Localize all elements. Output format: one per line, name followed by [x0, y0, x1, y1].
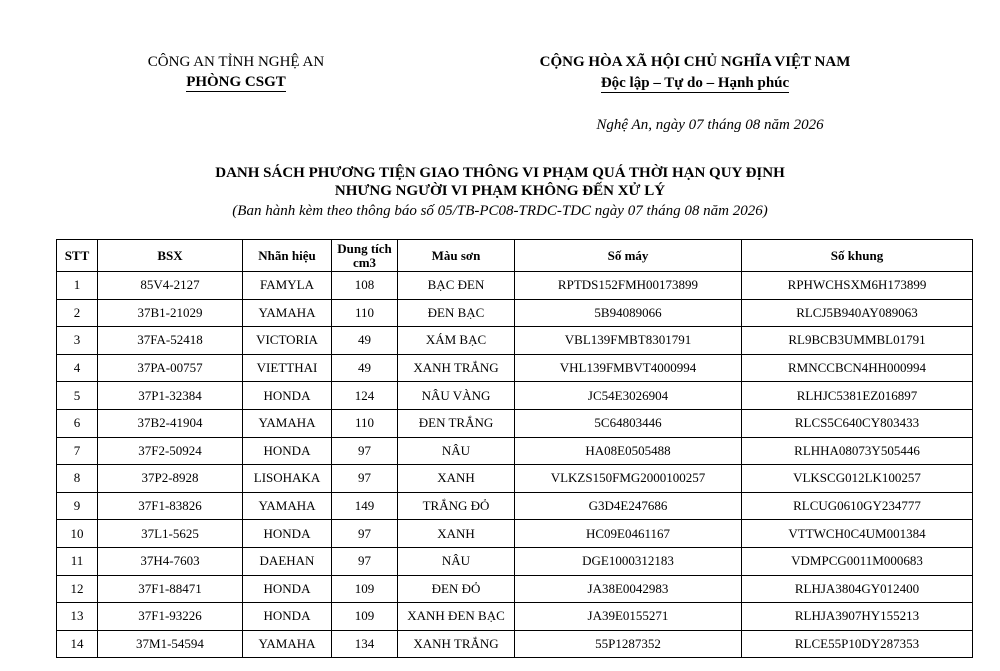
col-color-cell: XANH TRẮNG: [398, 354, 515, 382]
col-engine-number-cell: DGE1000312183: [515, 547, 742, 575]
col-stt-cell: 3: [57, 327, 98, 355]
col-chassis-number-header: Số khung: [742, 240, 973, 272]
col-brand-cell: YAMAHA: [243, 299, 332, 327]
col-engine-capacity-header: Dung tích cm3: [332, 240, 398, 272]
col-engine-capacity-cell: 97: [332, 465, 398, 493]
col-chassis-number-cell: RLHHA08073Y505446: [742, 437, 973, 465]
table-row: [57, 630, 973, 658]
col-color-cell: XÁM BẠC: [398, 327, 515, 355]
table-row: [57, 354, 973, 382]
col-chassis-number-cell: RPHWCHSXM6H173899: [742, 272, 973, 300]
col-engine-number-header: Số máy: [515, 240, 742, 272]
col-plate-cell: 37F1-93226: [98, 603, 243, 631]
col-brand-header: Nhãn hiệu: [243, 240, 332, 272]
col-stt-cell: 11: [57, 547, 98, 575]
col-engine-number-cell: JA38E0042983: [515, 575, 742, 603]
col-engine-number-cell: 55P1287352: [515, 630, 742, 658]
col-engine-number-cell: VLKZS150FMG2000100257: [515, 465, 742, 493]
col-plate-cell: 37H4-7603: [98, 547, 243, 575]
col-chassis-number-cell: RLCUG0610GY234777: [742, 492, 973, 520]
col-brand-cell: HONDA: [243, 603, 332, 631]
table-row: [57, 520, 973, 548]
col-engine-number-cell: VBL139FMBT8301791: [515, 327, 742, 355]
col-engine-capacity-cell: 97: [332, 437, 398, 465]
col-plate-cell: 85V4-2127: [98, 272, 243, 300]
col-color-cell: ĐEN BẠC: [398, 299, 515, 327]
col-stt-header: STT: [57, 240, 98, 272]
col-engine-capacity-cell: 134: [332, 630, 398, 658]
col-plate-header: BSX: [98, 240, 243, 272]
title-line-1: DANH SÁCH PHƯƠNG TIỆN GIAO THÔNG VI PHẠM QUÁ THỜI HẠN QUY ĐỊNH: [215, 165, 785, 181]
national-motto: [505, 52, 885, 94]
col-stt-cell: 7: [57, 437, 98, 465]
col-plate-cell: 37B2-41904: [98, 409, 243, 437]
col-chassis-number-cell: RLCJ5B940AY089063: [742, 299, 973, 327]
agency-parent: CÔNG AN TỈNH NGHỆ AN: [147, 54, 325, 70]
col-color-cell: XANH: [398, 520, 515, 548]
col-plate-cell: 37PA-00757: [98, 354, 243, 382]
col-stt-cell: 12: [57, 575, 98, 603]
table-body: [57, 272, 973, 658]
col-brand-cell: FAMYLA: [243, 272, 332, 300]
col-engine-capacity-cell: 110: [332, 409, 398, 437]
title-line-2: NHƯNG NGƯỜI VI PHẠM KHÔNG ĐẾN XỬ LÝ: [334, 183, 666, 199]
col-brand-cell: HONDA: [243, 437, 332, 465]
col-color-cell: BẠC ĐEN: [398, 272, 515, 300]
col-engine-number-cell: 5C64803446: [515, 409, 742, 437]
col-chassis-number-cell: RL9BCB3UMMBL01791: [742, 327, 973, 355]
table-row: [57, 575, 973, 603]
col-stt-cell: 9: [57, 492, 98, 520]
table-row: [57, 437, 973, 465]
col-engine-capacity-cell: 109: [332, 603, 398, 631]
col-engine-capacity-cell: 97: [332, 520, 398, 548]
col-engine-capacity-cell: 149: [332, 492, 398, 520]
col-stt-cell: 10: [57, 520, 98, 548]
col-brand-cell: HONDA: [243, 575, 332, 603]
violation-vehicle-table: [56, 239, 973, 658]
col-chassis-number-cell: RMNCCBCN4HH000994: [742, 354, 973, 382]
agency-department: PHÒNG CSGT: [186, 74, 286, 90]
col-chassis-number-cell: VTTWCH0C4UM001384: [742, 520, 973, 548]
col-plate-cell: 37FA-52418: [98, 327, 243, 355]
col-brand-cell: LISOHAKA: [243, 465, 332, 493]
col-engine-number-cell: G3D4E247686: [515, 492, 742, 520]
table-header-row: [57, 240, 973, 272]
col-engine-capacity-cell: 124: [332, 382, 398, 410]
table-row: [57, 272, 973, 300]
col-chassis-number-cell: RLCS5C640CY803433: [742, 409, 973, 437]
col-color-cell: NÂU: [398, 547, 515, 575]
col-brand-cell: VIETTHAI: [243, 354, 332, 382]
col-stt-cell: 5: [57, 382, 98, 410]
col-color-cell: XANH TRẮNG: [398, 630, 515, 658]
col-chassis-number-cell: RLHJA3907HY155213: [742, 603, 973, 631]
col-brand-cell: YAMAHA: [243, 630, 332, 658]
col-color-cell: NÂU: [398, 437, 515, 465]
col-color-cell: ĐEN TRẮNG: [398, 409, 515, 437]
col-plate-cell: 37F2-50924: [98, 437, 243, 465]
col-color-cell: XANH ĐEN BẠC: [398, 603, 515, 631]
motto: Độc lập – Tự do – Hạnh phúc: [600, 75, 790, 91]
col-plate-cell: 37F1-88471: [98, 575, 243, 603]
col-chassis-number-cell: RLHJA3804GY012400: [742, 575, 973, 603]
table-row: [57, 327, 973, 355]
table-row: [57, 603, 973, 631]
col-plate-cell: 37M1-54594: [98, 630, 243, 658]
country-name: CỘNG HÒA XÃ HỘI CHỦ NGHĨA VIỆT NAM: [539, 54, 851, 70]
col-plate-cell: 37B1-21029: [98, 299, 243, 327]
col-engine-capacity-cell: 110: [332, 299, 398, 327]
col-stt-cell: 1: [57, 272, 98, 300]
col-chassis-number-cell: RLHJC5381EZ016897: [742, 382, 973, 410]
col-brand-cell: YAMAHA: [243, 409, 332, 437]
col-brand-cell: YAMAHA: [243, 492, 332, 520]
col-engine-number-cell: 5B94089066: [515, 299, 742, 327]
col-plate-cell: 37P2-8928: [98, 465, 243, 493]
col-color-cell: XANH: [398, 465, 515, 493]
col-engine-capacity-cell: 97: [332, 547, 398, 575]
col-engine-capacity-cell: 49: [332, 354, 398, 382]
document-subtitle: (Ban hành kèm theo thông báo số 05/TB-PC08-TRDC-TDC ngày 07 tháng 08 năm 2026): [232, 203, 768, 219]
col-chassis-number-cell: VLKSCG012LK100257: [742, 465, 973, 493]
col-engine-capacity-cell: 109: [332, 575, 398, 603]
col-engine-number-cell: RPTDS152FMH00173899: [515, 272, 742, 300]
table-row: [57, 299, 973, 327]
col-brand-cell: VICTORIA: [243, 327, 332, 355]
col-chassis-number-cell: RLCE55P10DY287353: [742, 630, 973, 658]
col-color-cell: ĐEN ĐỎ: [398, 575, 515, 603]
col-brand-cell: DAEHAN: [243, 547, 332, 575]
col-plate-cell: 37P1-32384: [98, 382, 243, 410]
col-brand-cell: HONDA: [243, 382, 332, 410]
col-stt-cell: 14: [57, 630, 98, 658]
table-row: [57, 382, 973, 410]
col-engine-capacity-cell: 108: [332, 272, 398, 300]
col-engine-number-cell: JA39E0155271: [515, 603, 742, 631]
col-brand-cell: HONDA: [243, 520, 332, 548]
col-stt-cell: 13: [57, 603, 98, 631]
col-stt-cell: 8: [57, 465, 98, 493]
col-engine-capacity-cell: 49: [332, 327, 398, 355]
table-row: [57, 547, 973, 575]
col-plate-cell: 37F1-83826: [98, 492, 243, 520]
col-stt-cell: 2: [57, 299, 98, 327]
col-stt-cell: 4: [57, 354, 98, 382]
table-row: [57, 409, 973, 437]
document-title: [0, 164, 1000, 200]
col-color-header: Màu sơn: [398, 240, 515, 272]
col-stt-cell: 6: [57, 409, 98, 437]
document-date: Nghệ An, ngày 07 tháng 08 năm 2026: [596, 117, 824, 133]
col-engine-number-cell: HC09E0461167: [515, 520, 742, 548]
col-engine-number-cell: VHL139FMBVT4000994: [515, 354, 742, 382]
col-chassis-number-cell: VDMPCG0011M000683: [742, 547, 973, 575]
col-plate-cell: 37L1-5625: [98, 520, 243, 548]
col-color-cell: TRẮNG ĐỎ: [398, 492, 515, 520]
col-engine-number-cell: JC54E3026904: [515, 382, 742, 410]
col-engine-number-cell: HA08E0505488: [515, 437, 742, 465]
table-row: [57, 465, 973, 493]
col-color-cell: NÂU VÀNG: [398, 382, 515, 410]
issuing-agency: [120, 52, 352, 92]
table-row: [57, 492, 973, 520]
